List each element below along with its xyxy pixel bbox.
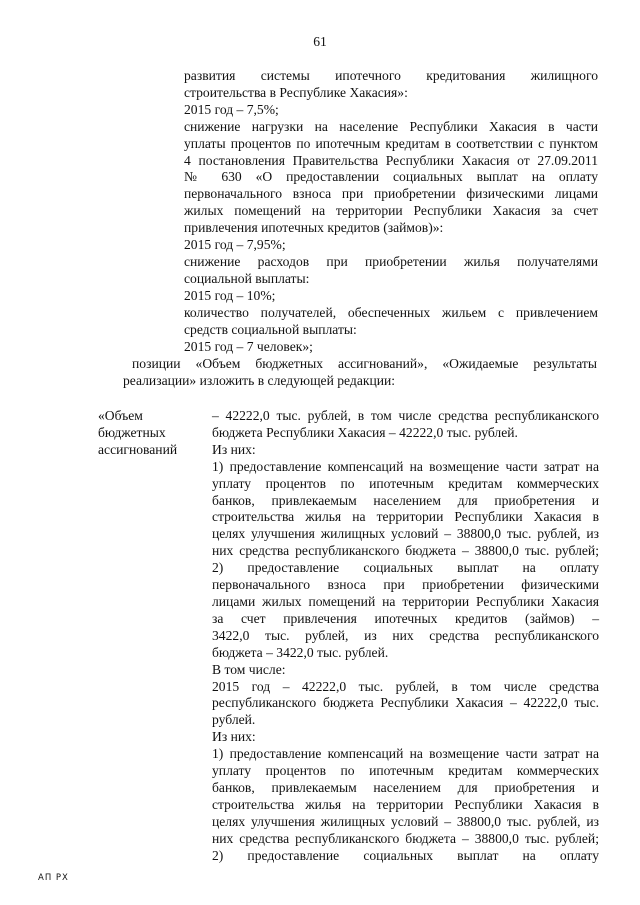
text-line: республиканского бюджета Республики Хакасия – 42222,0 тыс. — [212, 695, 599, 711]
text-line: В том числе: — [212, 661, 286, 677]
text-line: 2015 год – 42222,0 тыс. рублей, в том числе средства — [212, 678, 599, 694]
text-line: снижение расходов при приобретении жилья получателями — [184, 253, 598, 269]
text-line: бюджета – 3422,0 тыс. рублей. — [212, 644, 389, 660]
text-line: уплату процентов по ипотечным кредитам коммерческих — [212, 763, 599, 779]
table-label-cell — [98, 408, 194, 459]
text-line: количество получателей, обеспеченных жильем с привлечением — [184, 304, 598, 320]
text-line: первоначального взноса при приобретении физическими лицами — [184, 186, 598, 202]
text-line: целях улучшения жилищных условий – 38800,0 тыс. рублей, из — [212, 813, 599, 829]
page-number: 61 — [313, 34, 327, 49]
text-line: рублей. — [212, 712, 256, 728]
text-line: строительства в Республике Хакасия»: — [184, 84, 408, 100]
text-line: Из них: — [212, 729, 256, 745]
text-line: 1) предоставление компенсаций на возмещение части затрат на — [212, 458, 599, 474]
indicator-list — [184, 68, 598, 355]
intro-paragraph — [123, 356, 597, 390]
text-line: 2) предоставление социальных выплат на оплату — [212, 847, 599, 863]
text-line: «Объем — [98, 408, 143, 423]
text-line: ассигнований — [98, 441, 178, 457]
text-line: 2015 год – 10%; — [184, 287, 276, 303]
text-line: 4 постановления Правительства Республики Хакасия от 27.09.2011 — [184, 152, 598, 168]
text-line: уплату процентов по ипотечным кредитам коммерческих — [212, 475, 599, 491]
text-line: развития системы ипотечного кредитования жилищного — [184, 68, 598, 83]
text-line: строительства жилья на территории Республики Хакасия в — [212, 796, 599, 812]
text-line: уплаты процентов по ипотечным кредитам в соответствии с пунктом — [184, 135, 598, 151]
text-line: реализации» изложить в следующей редакции: — [123, 372, 396, 388]
text-line: – 42222,0 тыс. рублей, в том числе средства республиканского — [212, 408, 599, 423]
text-line: 2015 год – 7 человек»; — [184, 338, 313, 354]
text-line: средств социальной выплаты: — [184, 321, 357, 337]
text-line: банков, привлекаемым населением для приобретения и — [212, 779, 599, 795]
text-line: них средства республиканского бюджета – 38800,0 тыс. рублей; — [212, 543, 599, 559]
text-line: строительства жилья на территории Республики Хакасия в — [212, 509, 599, 525]
text-line: 3422,0 тыс. рублей, из них средства республиканского — [212, 627, 599, 643]
text-line: жилых помещений на территории Республики Хакасия за счет — [184, 203, 598, 219]
text-line: Из них: — [212, 441, 256, 457]
text-line: банков, привлекаемым населением для приобретения и — [212, 492, 599, 508]
text-line: первоначального взноса при приобретении физическими — [212, 577, 599, 593]
text-line: бюджета Республики Хакасия – 42222,0 тыс. рублей. — [212, 424, 518, 440]
text-line: снижение нагрузки на население Республики Хакасия в части — [184, 118, 598, 134]
text-line: привлечения ипотечных кредитов (займов)»: — [184, 220, 444, 236]
text-line: лицами жилых помещений на территории Республики Хакасия — [212, 593, 599, 609]
text-line: целях улучшения жилищных условий – 38800,0 тыс. рублей, из — [212, 526, 599, 542]
text-line: позиции «Объем бюджетных ассигнований», «Ожидаемые результаты — [132, 356, 597, 371]
text-line: за счет привлечения ипотечных кредитов (займов) – — [212, 610, 599, 626]
text-line: бюджетных — [98, 424, 166, 440]
text-line: № 630 «О предоставлении социальных выплат на оплату — [184, 169, 598, 185]
text-line: 2) предоставление социальных выплат на оплату — [212, 560, 599, 576]
text-line: 2015 год – 7,95%; — [184, 237, 286, 253]
text-line: них средства республиканского бюджета – 38800,0 тыс. рублей; — [212, 830, 599, 846]
text-line: 2015 год – 7,5%; — [184, 101, 279, 117]
text-line: 1) предоставление компенсаций на возмещение части затрат на — [212, 746, 599, 762]
table-value-cell — [212, 408, 599, 864]
footer-mark: АП РХ — [38, 873, 69, 883]
text-line: социальной выплаты: — [184, 270, 310, 286]
